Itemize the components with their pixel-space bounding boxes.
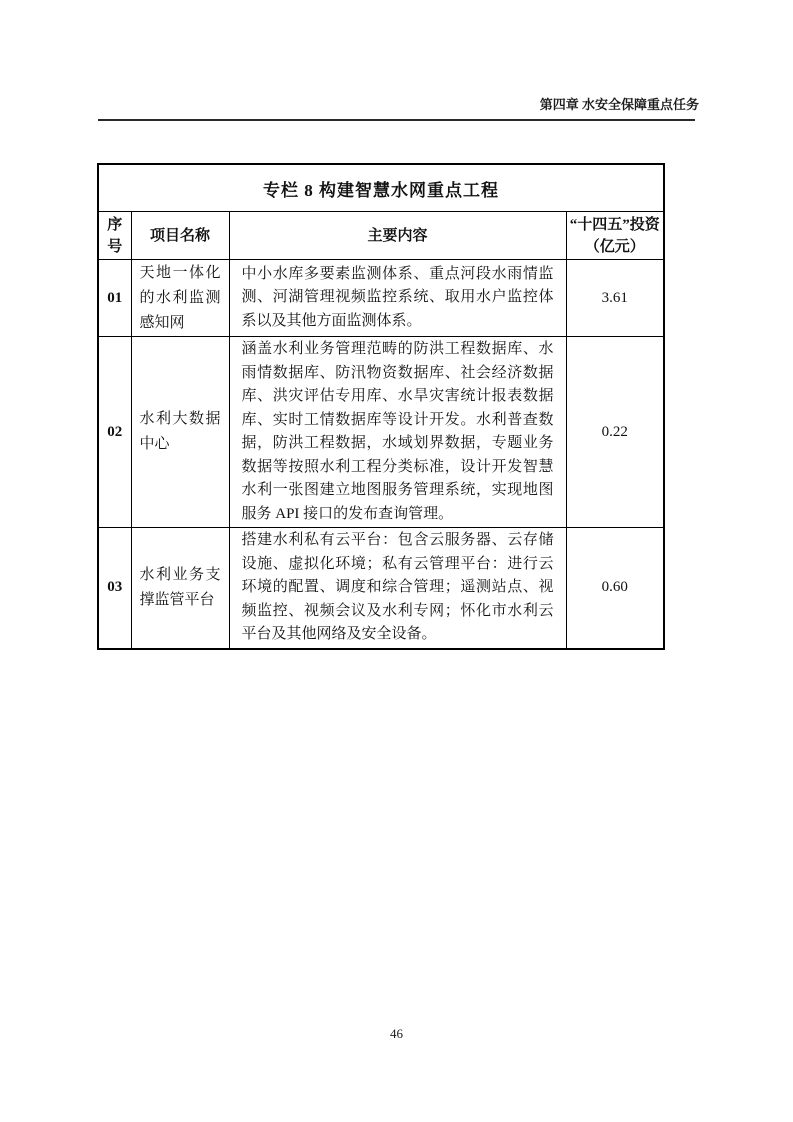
project-name: 天地一体化的水利监测感知网 <box>131 260 229 337</box>
project-name: 水利业务支撑监管平台 <box>131 528 229 649</box>
col-header-main-content: 主要内容 <box>229 212 566 260</box>
table-row <box>98 337 664 528</box>
page-number: 46 <box>390 1026 403 1041</box>
row-id: 01 <box>98 260 131 337</box>
col-header-index: 序号 <box>98 212 131 260</box>
col-header-project-name: 项目名称 <box>131 212 229 260</box>
main-content: 中小水库多要素监测体系、重点河段水雨情监测、河湖管理视频监控系统、取用水户监控体系以及其他方面监测体系。 <box>229 260 566 337</box>
col-header-investment: “十四五”投资（亿元） <box>566 212 664 260</box>
table-row <box>98 260 664 337</box>
investment-value: 0.22 <box>566 337 664 528</box>
main-content: 搭建水利私有云平台：包含云服务器、云存储设施、虚拟化环境；私有云管理平台：进行云环境的配置、调度和综合管理；遥测站点、视频监控、视频会议及水利专网；怀化市水利云平台及其他网络及安全设备。 <box>229 528 566 649</box>
header-rule <box>98 119 695 121</box>
table-row <box>98 528 664 649</box>
project-name: 水利大数据中心 <box>131 337 229 528</box>
chapter-heading: 第四章 水安全保障重点任务 <box>539 97 699 112</box>
table-header-row <box>98 212 664 260</box>
investment-value: 0.60 <box>566 528 664 649</box>
table-title: 专栏 8 构建智慧水网重点工程 <box>98 164 664 212</box>
row-id: 02 <box>98 337 131 528</box>
table-title-row <box>98 164 664 212</box>
project-table <box>97 163 665 650</box>
main-content: 涵盖水利业务管理范畴的防洪工程数据库、水雨情数据库、防汛物资数据库、社会经济数据库、洪灾评估专用库、水旱灾害统计报表数据库、实时工情数据库等设计开发。水利普查数据，防洪工程数据，水域划界数据，专题业务数据等按照水利工程分类标准，设计开发智慧水利一张图建立地图服务管理系统，实现地图服务 API 接口的发布查询管理。 <box>229 337 566 528</box>
row-id: 03 <box>98 528 131 649</box>
investment-value: 3.61 <box>566 260 664 337</box>
